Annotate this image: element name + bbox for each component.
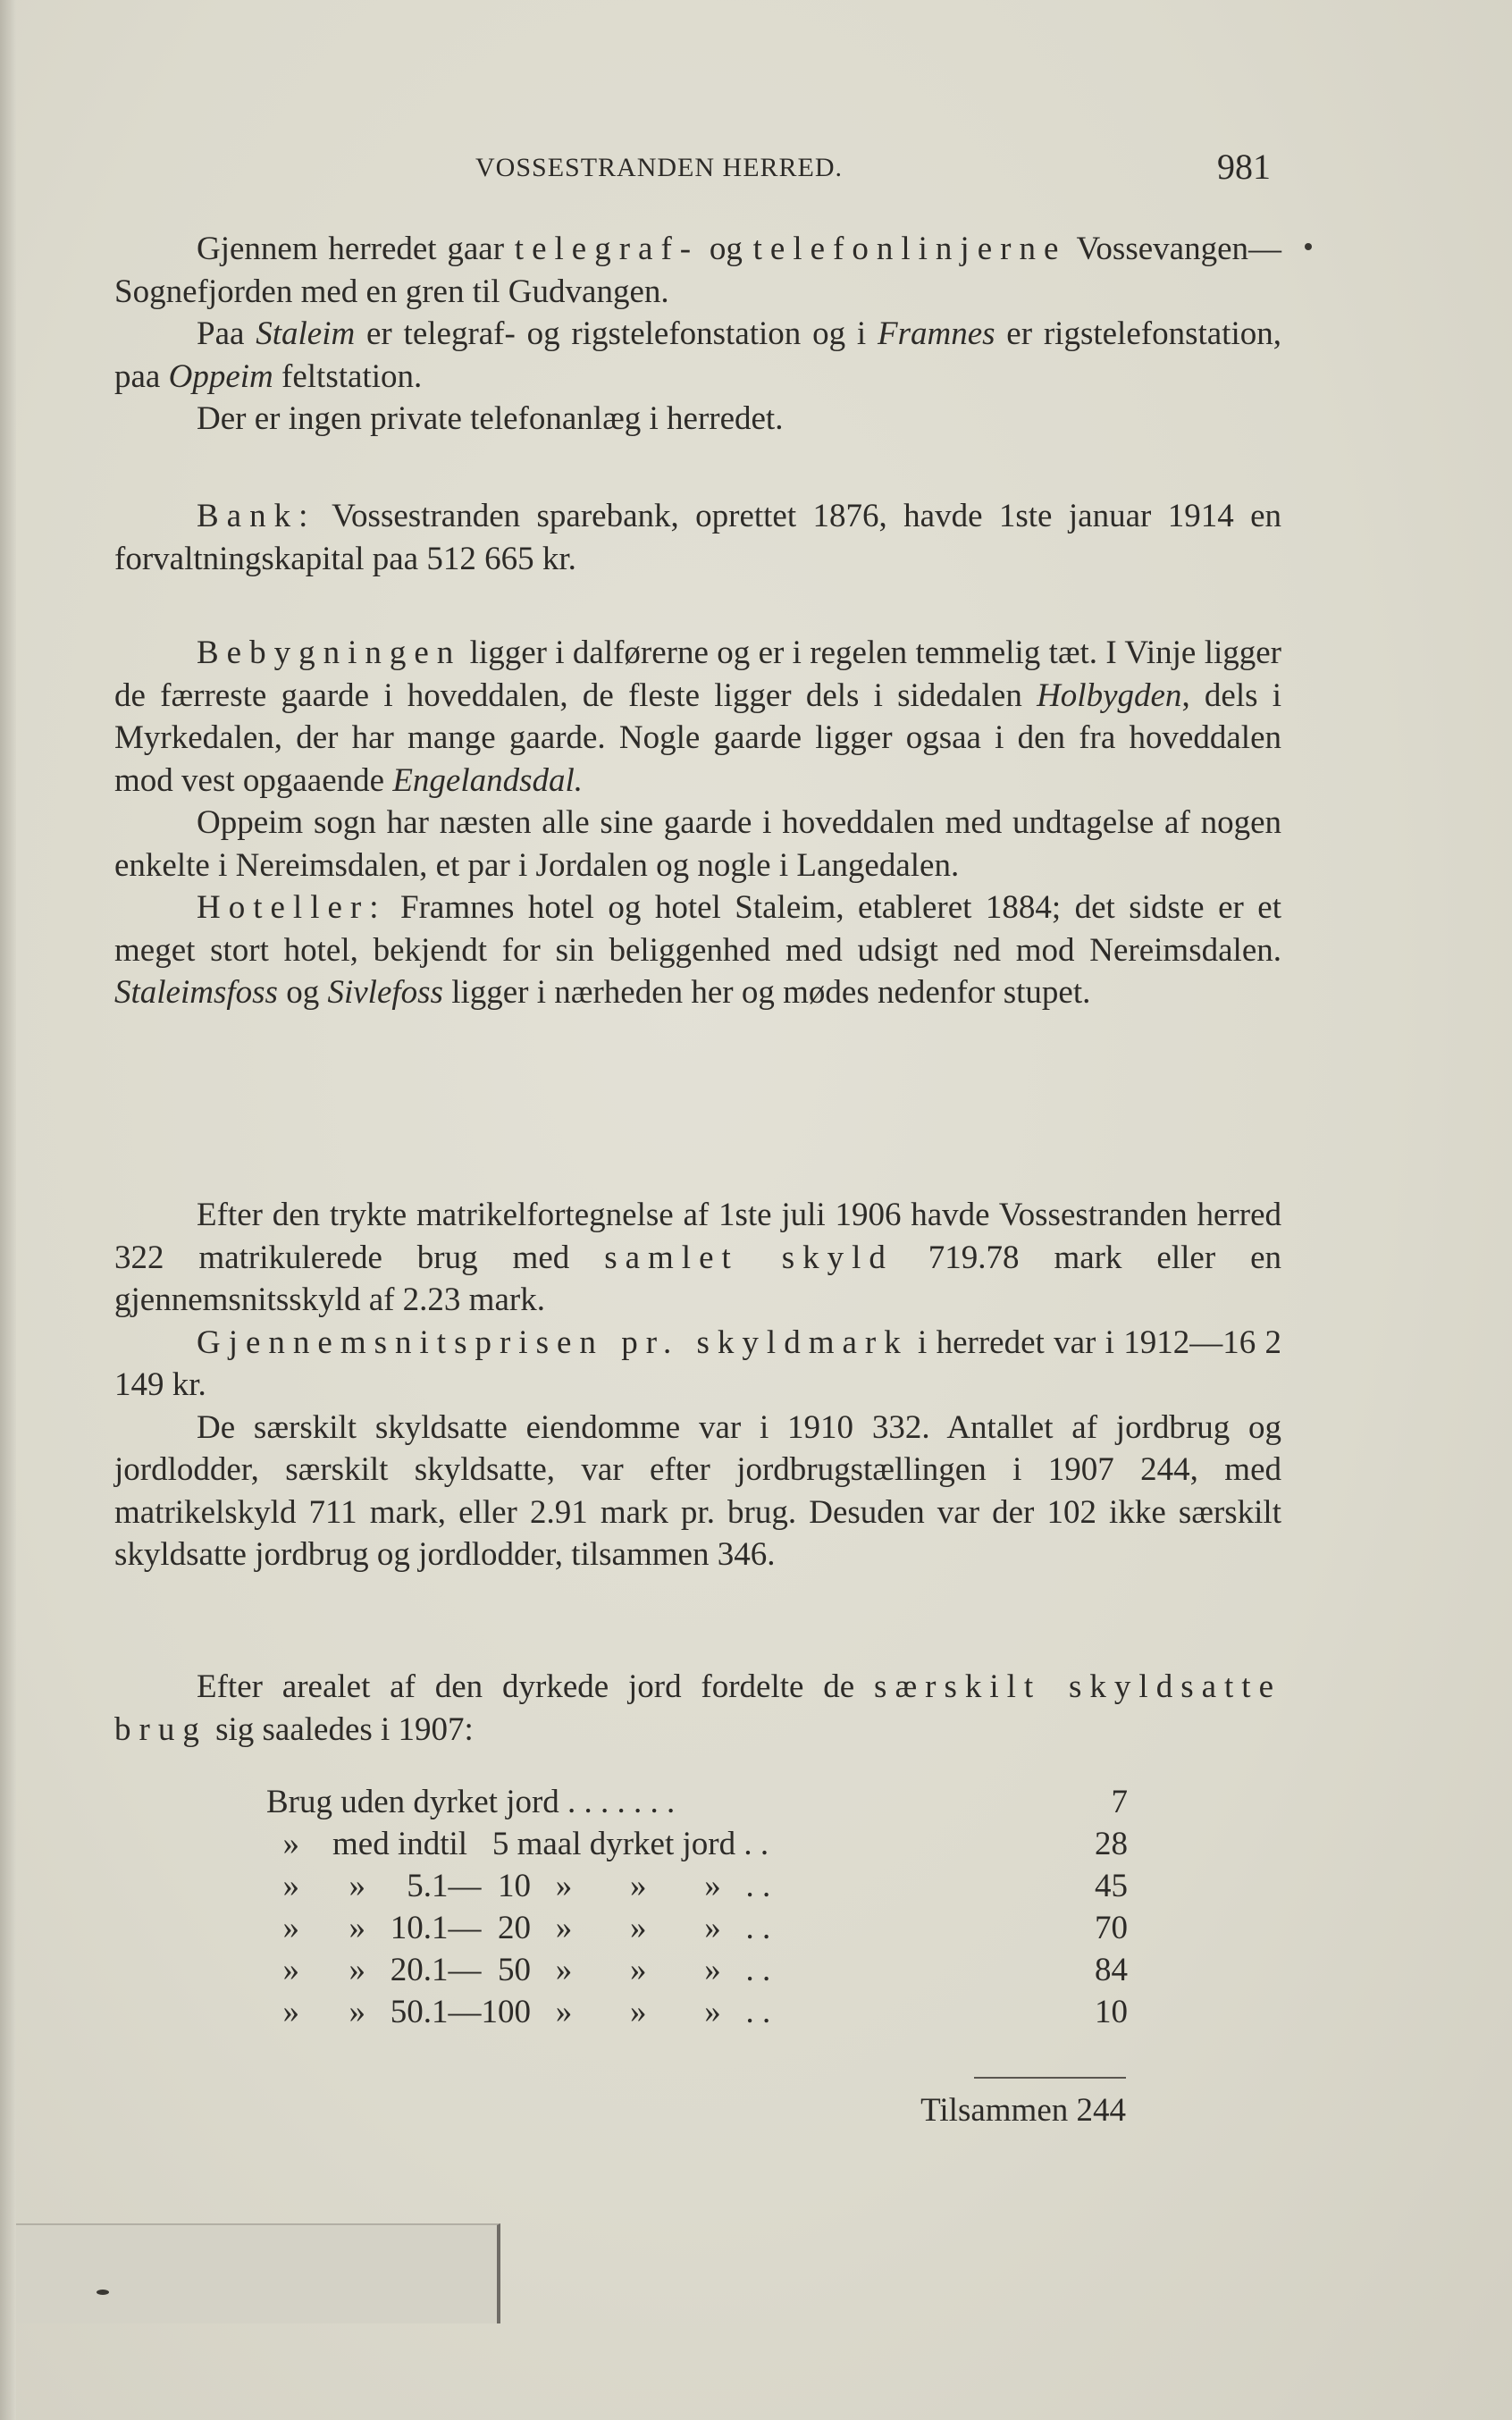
table-total: Tilsammen 244 <box>920 2092 1126 2129</box>
library-tab-overlay <box>16 2223 500 2323</box>
table-row: » » 50.1—100 » » » . . 10 <box>266 1994 1128 2030</box>
page-number: 981 <box>1217 147 1271 187</box>
paragraph-skyldsatte: De særskilt skyldsatte eiendomme var i 1910 332. Antallet af jordbrug og jordlodder, særskilt skyldsatte, var efter jordbrugstællingen i 1907 244, med matrikelskyld 711 mark, eller 2.91 mark pr. brug. Desuden var der 102 ikke særskilt skyldsatte jordbrug og jordlodder, tilsammen 346. <box>114 1408 1281 1573</box>
italic-place-oppeim: Oppeim <box>168 357 273 395</box>
ink-speck <box>97 2290 109 2295</box>
area-distribution-table <box>266 1781 1160 2033</box>
paragraph-oppeim: Oppeim sogn har næsten alle sine gaarde i hoveddalen med undtagelse af nogen enkelte i Nereimsdalen, et par i Jordalen og nogle i Langedalen. <box>114 804 1281 884</box>
paragraph-bank: Bank: Vossestranden sparebank, oprettet 1876, havde 1ste januar 1914 en forvaltningskapital paa 512 665 kr. <box>114 498 1281 577</box>
table-row: » » 5.1— 10 » » » . . 45 <box>266 1868 1128 1904</box>
paragraph-table-intro: Efter arealet af den dyrkede jord fordelte de særskilt skyldsatte brug sig saaledes i 1907: <box>114 1668 1281 1748</box>
table-row: » med indtil 5 maal dyrket jord . . 28 <box>266 1826 1128 1862</box>
table-row: » » 10.1— 20 » » » . . 70 <box>266 1910 1128 1946</box>
spaced-term-telegraf: telegraf- <box>514 231 700 267</box>
sum-rule <box>974 2077 1126 2079</box>
table-row: Brug uden dyrket jord . . . . . . . 7 <box>266 1784 1128 1820</box>
section-label-bank: Bank: <box>197 498 316 534</box>
section-bebygningen: Bebygningen ligger i dalførerne og er i regelen temmelig tæt. I Vinje ligger de færreste gaarde i hoveddalen, de fleste ligger dels i sidedalen Holbygden, dels i Myrkedalen, der har mange gaarde. Nogle gaarde ligger ogsaa i den fra hoveddalen mod vest opgaaende Engelandsdal. Oppeim sogn har næsten alle sine gaarde i hoveddalen med undtagelse af nogen enkelte i Nereimsdalen, et par i Jordalen og nogle i Langedalen. Hoteller: Framnes hotel og hotel Staleim, etableret 1884; det sidste er et meget stort hotel, bekjendt for sin beliggenhed med udsigt ned mod Nereimsdalen. Staleimsfoss og Sivlefoss ligger i nærheden her og mødes nedenfor stupet. <box>114 634 1281 1011</box>
ink-speck <box>1305 243 1312 250</box>
page-header <box>0 146 1512 190</box>
table-row: » » 20.1— 50 » » » . . 84 <box>266 1952 1128 1988</box>
italic-place-staleim: Staleim <box>256 315 356 352</box>
section-label-bebygningen: Bebygningen <box>197 634 462 671</box>
section-matrikkel: Efter den trykte matrikelfortegnelse af 1ste juli 1906 havde Vossestranden herred 322 matrikulerede brug med samlet skyld 719.78 mark eller en gjennemsnitsskyld af 2.23 mark. Gjennemsnitsprisen pr. skyldmark i herredet var i 1912—16 2 149 kr. De særskilt skyldsatte eiendomme var i 1910 332. Antallet af jordbrug og jordlodder, særskilt skyldsatte, var efter jordbrugstællingen i 1907 244, med matrikelskyld 711 mark, eller 2.91 mark pr. brug. Desuden var der 102 ikke særskilt skyldsatte jordbrug og jordlodder, tilsammen 346. <box>114 1194 1281 1576</box>
paragraph-telegraph: Gjennem herredet gaar telegraf- og telefonlinjerne Vossevangen—Sognefjorden med en gren til Gudvangen. Paa Staleim er telegraf- og rigstelefonstation og i Framnes er rigstelefonstation, paa Oppeim feltstation. Der er ingen private telefonanlæg i herredet. <box>114 228 1281 441</box>
italic-place-framnes: Framnes <box>877 315 995 352</box>
running-head: VOSSESTRANDEN HERRED. <box>475 153 844 182</box>
spaced-term-telefonlinjerne: telefonlinjerne <box>752 231 1067 267</box>
paragraph-private-phones: Der er ingen private telefonanlæg i herredet. <box>197 400 784 437</box>
page-spine-shadow <box>0 0 16 2420</box>
section-label-hoteller: Hoteller: <box>197 889 387 926</box>
